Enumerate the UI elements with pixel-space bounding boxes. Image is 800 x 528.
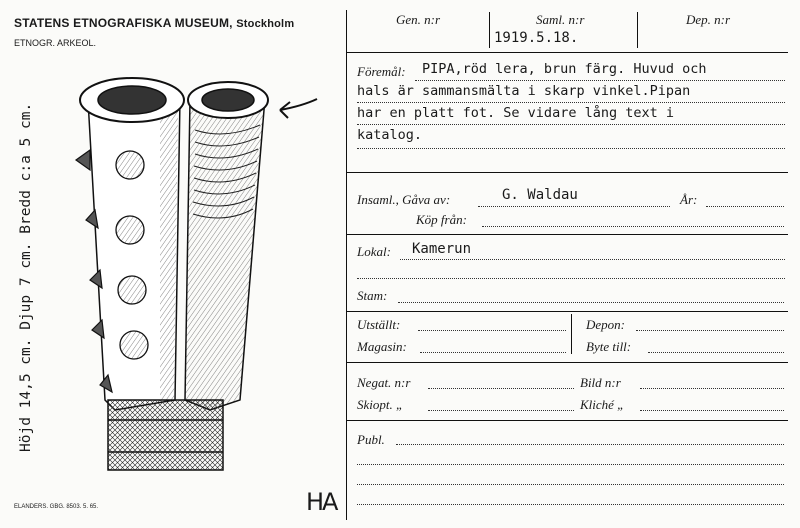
saml-label: Saml. n:r bbox=[536, 12, 585, 27]
skiopt-label: Skiopt. „ bbox=[357, 397, 404, 412]
gen-saml-divider bbox=[489, 12, 490, 48]
lokal-value: Kamerun bbox=[412, 241, 472, 257]
dimensions-note bbox=[6, 40, 40, 460]
negat-dotline bbox=[428, 388, 574, 389]
dep-label: Dep. n:r bbox=[686, 12, 731, 27]
stam-label: Stam: bbox=[357, 288, 388, 303]
ar-dotline bbox=[706, 206, 784, 207]
magasin-label: Magasin: bbox=[357, 339, 407, 354]
saml-dep-divider bbox=[637, 12, 638, 48]
magasin-dotline bbox=[420, 352, 566, 353]
foremal-rule bbox=[346, 172, 788, 173]
museum-city: Stockholm bbox=[236, 18, 295, 30]
publ-dotline-4 bbox=[357, 504, 784, 505]
gen-label: Gen. n:r bbox=[396, 12, 441, 27]
stam-dotline bbox=[398, 302, 784, 303]
byte-label: Byte till: bbox=[586, 339, 632, 354]
depon-label: Depon: bbox=[586, 317, 625, 332]
skiopt-dotline bbox=[428, 410, 574, 411]
utstallt-label: Utställt: bbox=[357, 317, 401, 332]
dimensions-text: Höjd 14,5 cm. Djup 7 cm. Bredd c:a 5 cm. bbox=[18, 102, 34, 452]
insaml-value: G. Waldau bbox=[502, 187, 578, 203]
foremal-line-2: hals är sammansmälta i skarp vinkel.Pipan bbox=[357, 83, 691, 99]
saml-value: 1919.5.18. bbox=[494, 30, 579, 46]
negat-rule bbox=[346, 420, 788, 421]
publ-dotline-2 bbox=[357, 464, 784, 465]
card-divider bbox=[346, 10, 347, 520]
publ-dotline-1 bbox=[396, 444, 784, 445]
utstallt-dotline bbox=[418, 330, 566, 331]
kop-dotline bbox=[482, 226, 784, 227]
publ-label: Publ. bbox=[357, 432, 385, 447]
kop-label: Köp från: bbox=[416, 212, 467, 227]
foremal-dotline-1 bbox=[415, 80, 785, 81]
foremal-line-4: katalog. bbox=[357, 127, 423, 143]
bild-label: Bild n:r bbox=[580, 375, 621, 390]
byte-dotline bbox=[648, 352, 784, 353]
lokal-label: Lokal: bbox=[357, 244, 391, 259]
utstallt-divider bbox=[571, 314, 572, 354]
foremal-dotline-3 bbox=[357, 124, 785, 125]
insaml-rule bbox=[346, 234, 788, 235]
ar-label: År: bbox=[680, 192, 698, 207]
stam-rule bbox=[346, 311, 788, 312]
handwritten-initials: HA bbox=[306, 488, 337, 516]
magasin-rule bbox=[346, 362, 788, 363]
foremal-line-3: har en platt fot. Se vidare lång text i bbox=[357, 105, 674, 121]
negat-label: Negat. n:r bbox=[357, 375, 411, 390]
kliche-dotline bbox=[640, 410, 784, 411]
museum-name: STATENS ETNOGRAFISKA MUSEUM, bbox=[14, 16, 233, 30]
bild-dotline bbox=[640, 388, 784, 389]
header-rule bbox=[346, 52, 788, 53]
kliche-label: Kliché „ bbox=[580, 397, 625, 412]
foremal-label: Föremål: bbox=[357, 64, 406, 79]
foremal-dotline-4 bbox=[357, 148, 785, 149]
foremal-dotline-2 bbox=[357, 102, 785, 103]
insaml-label: Insaml., Gåva av: bbox=[357, 192, 451, 207]
publ-dotline-3 bbox=[357, 484, 784, 485]
lokal-dotline-1 bbox=[400, 259, 785, 260]
depon-dotline bbox=[636, 330, 784, 331]
insaml-dotline bbox=[478, 206, 670, 207]
arrow-icon bbox=[272, 96, 322, 126]
department-label: ETNOGR. ARKEOL. bbox=[14, 38, 97, 48]
foremal-line-1: PIPA,röd lera, brun färg. Huvud och bbox=[422, 61, 707, 77]
lokal-dotline-2 bbox=[357, 278, 785, 279]
printer-mark: ELANDERS. GBG. 8503. 5. 65. bbox=[14, 504, 99, 510]
pipe-illustration bbox=[60, 70, 275, 480]
museum-title bbox=[14, 16, 294, 30]
